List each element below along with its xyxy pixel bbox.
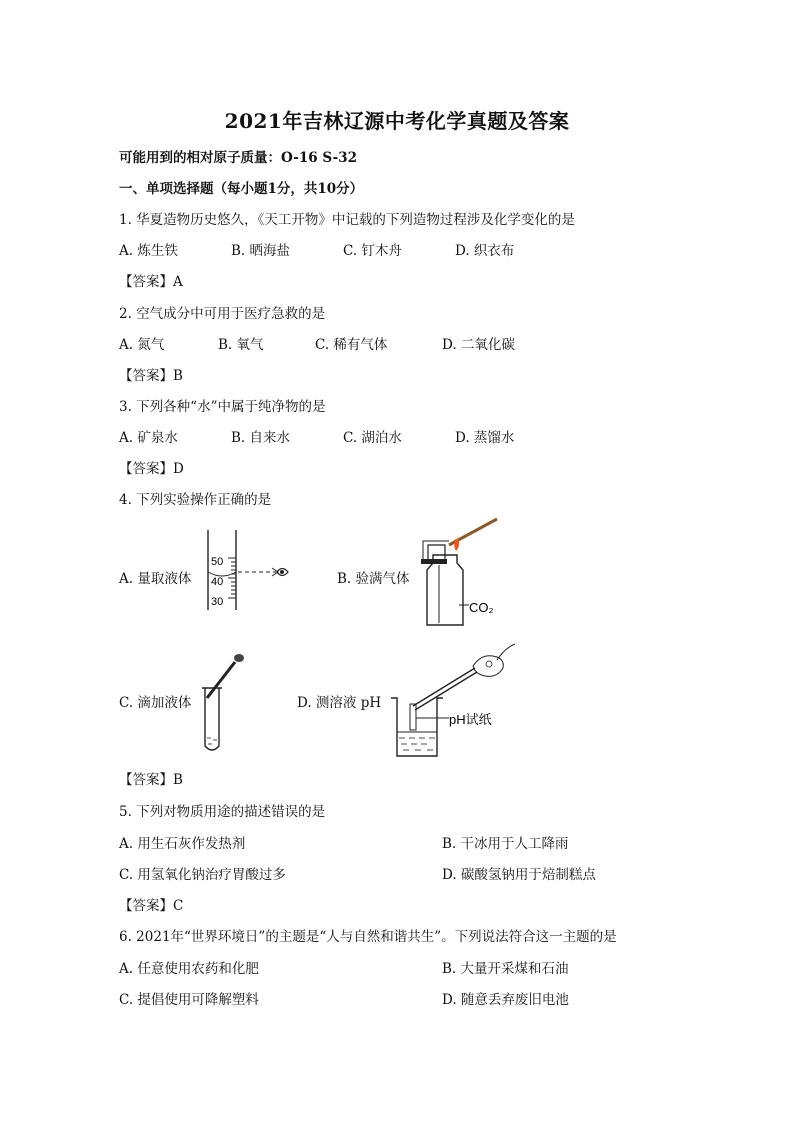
q6-option-d: D. 随意丢弃废旧电池 (442, 992, 569, 1008)
q4-option-c: C. 滴加液体 (119, 695, 192, 711)
q2-option-d: D. 二氧化碳 (442, 337, 515, 353)
cylinder-mark-50: 50 (211, 556, 224, 568)
q5-answer: 【答案】C (119, 898, 184, 914)
q1-answer: 【答案】A (119, 274, 183, 290)
q1-option-d: D. 织衣布 (455, 243, 515, 259)
page-title: 2021年吉林辽源中考化学真题及答案 (224, 109, 570, 133)
q3-option-d: D. 蒸馏水 (455, 430, 515, 446)
cylinder-mark-40: 40 (211, 576, 224, 588)
q3-option-c: C. 湖泊水 (343, 430, 402, 446)
q1-option-c: C. 钉木舟 (343, 243, 402, 259)
q5-option-d: D. 碳酸氢钠用于焙制糕点 (442, 867, 596, 883)
question-3-stem: 3. 下列各种“水”中属于纯净物的是 (119, 399, 326, 415)
ph-test-figure (385, 640, 520, 762)
co2-label: CO₂ (469, 600, 494, 615)
ph-paper-label: pH试纸 (449, 712, 492, 727)
q6-option-c: C. 提倡使用可降解塑料 (119, 992, 259, 1008)
q1-option-a: A. 炼生铁 (119, 243, 178, 259)
q4-option-a: A. 量取液体 (119, 571, 192, 587)
q2-option-b: B. 氧气 (218, 337, 264, 353)
q2-option-a: A. 氮气 (119, 337, 165, 353)
q3-answer: 【答案】D (119, 461, 184, 477)
q5-option-b: B. 干冰用于人工降雨 (442, 836, 569, 852)
q2-answer: 【答案】B (119, 368, 183, 384)
q2-option-c: C. 稀有气体 (315, 337, 388, 353)
q4-option-b: B. 验满气体 (337, 571, 410, 587)
q5-option-a: A. 用生石灰作发热剂 (119, 836, 246, 852)
gas-bottle-figure (415, 515, 515, 627)
atomic-mass-note: 可能用到的相对原子质量：O-16 S-32 (119, 150, 357, 166)
question-1-stem: 1. 华夏造物历史悠久，《天工开物》中记载的下列造物过程涉及化学变化的是 (119, 212, 575, 228)
section-heading: 一、单项选择题（每小题1分，共10分） (119, 181, 364, 197)
q5-option-c: C. 用氢氧化钠治疗胃酸过多 (119, 867, 286, 883)
question-2-stem: 2. 空气成分中可用于医疗急救的是 (119, 306, 326, 322)
question-6-stem: 6. 2021年“世界环境日”的主题是“人与自然和谐共生”。下列说法符合这一主题的是 (119, 929, 617, 945)
q4-option-d: D. 测溶液 pH (297, 695, 382, 711)
graduated-cylinder-figure (200, 528, 300, 614)
q4-answer: 【答案】B (119, 772, 183, 788)
q1-option-b: B. 晒海盐 (231, 243, 291, 259)
q6-option-a: A. 任意使用农药和化肥 (119, 961, 259, 977)
question-4-stem: 4. 下列实验操作正确的是 (119, 492, 272, 508)
question-5-stem: 5. 下列对物质用途的描述错误的是 (119, 804, 326, 820)
dropper-tube-figure (195, 650, 255, 756)
cylinder-mark-30: 30 (211, 596, 224, 608)
q6-option-b: B. 大量开采煤和石油 (442, 961, 569, 977)
q3-option-a: A. 矿泉水 (119, 430, 178, 446)
q3-option-b: B. 自来水 (231, 430, 291, 446)
